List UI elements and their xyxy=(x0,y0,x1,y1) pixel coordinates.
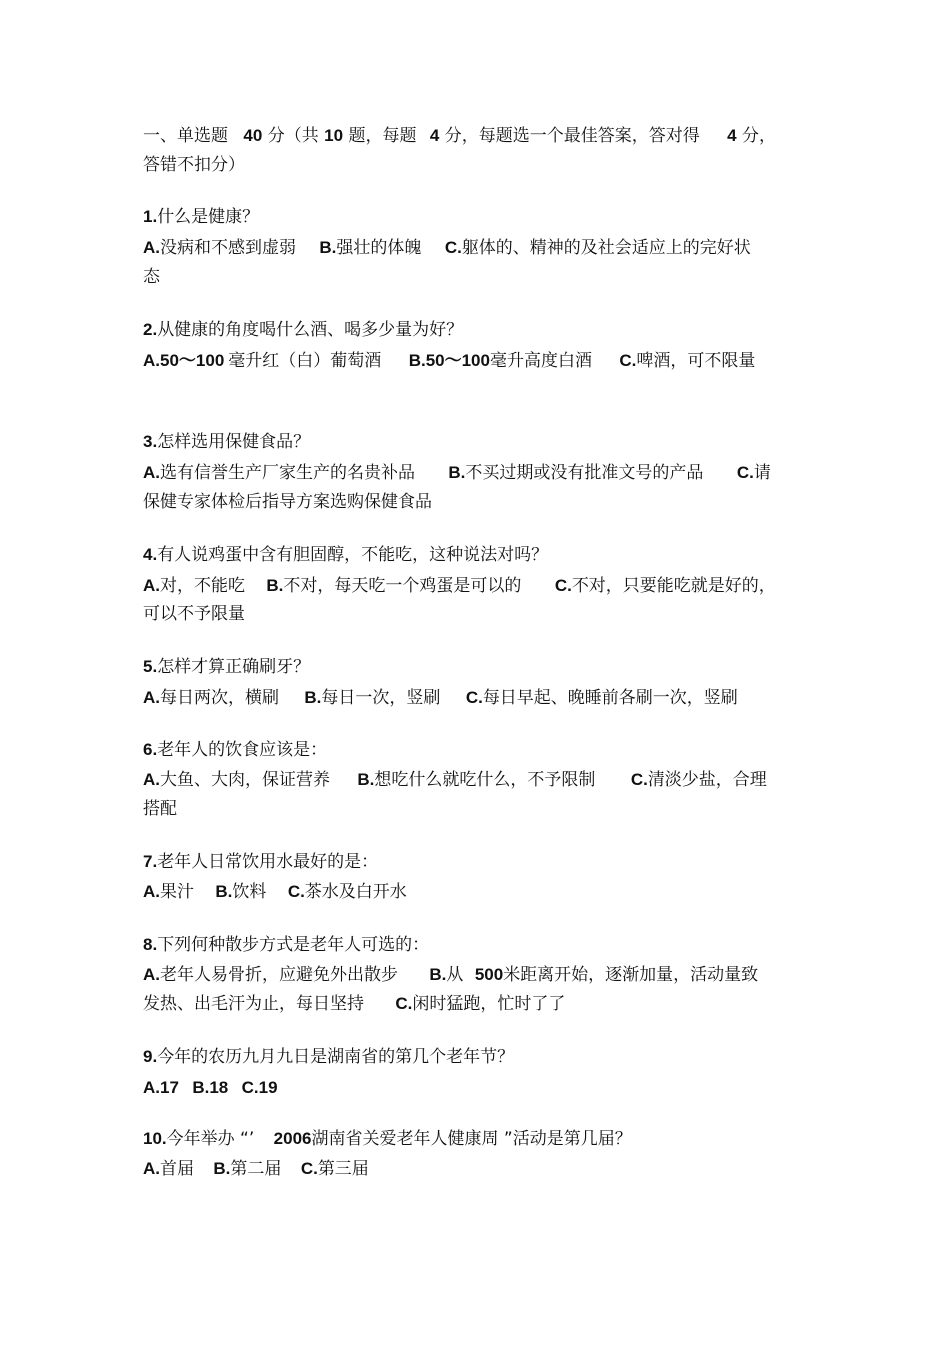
question-text: 怎样选用保健食品？ xyxy=(157,432,311,452)
option-letter: B. xyxy=(304,688,322,707)
option-text: 对，不能吃 xyxy=(160,576,245,596)
intro-number: 10 xyxy=(324,126,344,145)
question-text: 今年举办 “’ xyxy=(166,1129,255,1149)
intro-number: 40 xyxy=(243,126,263,145)
intro-text: 题，每题 xyxy=(348,126,417,146)
intro-text: 分（共 xyxy=(267,126,319,146)
option-text: 强壮的体魄 xyxy=(336,238,422,258)
option-text: 饮料 xyxy=(232,882,267,902)
question-number: 5. xyxy=(143,657,158,676)
option-text: 果汁 xyxy=(160,882,194,902)
question-number: 10. xyxy=(143,1129,167,1148)
option-letter: C. xyxy=(444,238,462,257)
option-letter: C. xyxy=(630,770,648,789)
option-letter: A. xyxy=(143,965,160,984)
option-letter: C. xyxy=(300,1159,318,1178)
option-letter: A.50～100 xyxy=(143,351,225,370)
question-1-options xyxy=(143,238,813,258)
question-9-options xyxy=(143,1078,813,1098)
option-text: 每日早起、晚睡前各刷一次，竖刷 xyxy=(482,688,738,708)
intro-text: 分，每题选一个最佳答案，答对得 xyxy=(444,126,700,146)
option-letter: B.50～100 xyxy=(408,351,490,370)
option-letter: B. xyxy=(215,882,233,901)
option-text: 没病和不感到虚弱 xyxy=(160,238,296,258)
option-text: 第三届 xyxy=(317,1159,369,1179)
question-8-options xyxy=(143,965,813,985)
option-letter: A. xyxy=(143,238,160,257)
option-letter: C.19 xyxy=(241,1078,278,1097)
option-text: 老年人易骨折，应避免外出散步 xyxy=(160,965,398,985)
question-4-continuation: 可以不予限量 xyxy=(143,604,245,624)
question-7-title xyxy=(143,852,813,872)
option-letter: A. xyxy=(143,463,160,482)
option-letter: C. xyxy=(554,576,572,595)
option-text: 躯体的、精神的及社会适应上的完好状 xyxy=(461,238,751,258)
option-number: 500 xyxy=(474,965,504,984)
question-number: 7. xyxy=(143,852,158,871)
continuation-text: 发热、出毛汗为止，每日坚持 xyxy=(143,994,364,1014)
option-text: 从 xyxy=(446,965,464,985)
question-number: 8. xyxy=(143,935,158,954)
intro-text: 一、单选题 xyxy=(143,126,228,146)
option-letter: B.18 xyxy=(192,1078,229,1097)
option-letter: B. xyxy=(357,770,375,789)
option-letter: C. xyxy=(619,351,637,370)
option-letter: A. xyxy=(143,770,160,789)
option-letter: A. xyxy=(143,1159,160,1178)
option-letter: C. xyxy=(395,994,413,1013)
option-text: 不对，只要能吃就是好的， xyxy=(571,576,776,596)
question-year: 2006 xyxy=(273,1129,312,1148)
question-number: 4. xyxy=(143,545,158,564)
question-3-options xyxy=(143,463,813,483)
option-letter: C. xyxy=(287,882,305,901)
option-text: 请 xyxy=(753,463,771,483)
option-letter: B. xyxy=(213,1159,231,1178)
option-text: 啤酒，可不限量 xyxy=(636,351,756,371)
option-text: 首届 xyxy=(160,1159,194,1179)
question-number: 6. xyxy=(143,740,158,759)
question-3-title xyxy=(143,432,813,452)
option-text: 大鱼、大肉，保证营养 xyxy=(160,770,330,790)
question-10-options xyxy=(143,1159,813,1179)
option-letter: A. xyxy=(143,882,160,901)
question-6-title xyxy=(143,740,813,760)
question-8-continuation xyxy=(143,994,813,1014)
question-6-continuation: 搭配 xyxy=(143,799,177,819)
option-text: 每日一次，竖刷 xyxy=(321,688,441,708)
question-4-options xyxy=(143,576,813,596)
option-text: 每日两次，横刷 xyxy=(160,688,279,708)
question-number: 3. xyxy=(143,432,158,451)
option-letter: B. xyxy=(429,965,447,984)
option-text: 不买过期或没有批准文号的产品 xyxy=(465,463,704,483)
question-4-title xyxy=(143,545,813,565)
question-1-title xyxy=(143,207,813,227)
option-text: 毫升红（白）葡萄酒 xyxy=(228,351,382,371)
option-letter: C. xyxy=(736,463,754,482)
option-letter: A.17 xyxy=(143,1078,179,1097)
option-text: 第二届 xyxy=(230,1159,282,1179)
question-text: 老年人日常饮用水最好的是： xyxy=(157,852,379,872)
question-9-title xyxy=(143,1047,813,1067)
option-text: 清淡少盐，合理 xyxy=(647,770,767,790)
question-number: 2. xyxy=(143,320,158,339)
option-text: 茶水及白开水 xyxy=(304,882,407,902)
intro-line-2: 答错不扣分） xyxy=(143,155,245,175)
question-6-options xyxy=(143,770,813,790)
option-text: 不对，每天吃一个鸡蛋是可以的 xyxy=(283,576,522,596)
question-number: 9. xyxy=(143,1047,158,1066)
question-number: 1. xyxy=(143,207,158,226)
intro-line-1 xyxy=(143,126,813,146)
question-5-title xyxy=(143,657,813,677)
question-text: 湖南省关爱老年人健康周 ”活动是第几届？ xyxy=(311,1129,632,1149)
intro-number: 4 xyxy=(429,126,440,145)
question-2-title xyxy=(143,320,813,340)
option-letter: A. xyxy=(143,576,160,595)
question-text: 怎样才算正确刷牙？ xyxy=(157,657,311,677)
question-7-options xyxy=(143,882,813,902)
option-text: 选有信誉生产厂家生产的名贵补品 xyxy=(160,463,415,483)
option-text: 米距离开始，逐渐加量，活动量致 xyxy=(503,965,759,985)
option-letter: A. xyxy=(143,688,160,707)
option-letter: B. xyxy=(266,576,284,595)
option-text: 闲时猛跑，忙时了了 xyxy=(412,994,566,1014)
question-5-options xyxy=(143,688,813,708)
question-8-title xyxy=(143,935,813,955)
question-3-continuation: 保健专家体检后指导方案选购保健食品 xyxy=(143,492,432,512)
question-text: 今年的农历九月九日是湖南省的第几个老年节？ xyxy=(157,1047,515,1067)
question-text: 有人说鸡蛋中含有胆固醇，不能吃，这种说法对吗？ xyxy=(157,545,549,565)
option-letter: B. xyxy=(319,238,337,257)
question-text: 从健康的角度喝什么酒、喝多少量为好？ xyxy=(157,320,464,340)
question-text: 下列何种散步方式是老年人可选的： xyxy=(157,935,430,955)
intro-text: 分， xyxy=(742,126,777,146)
question-1-continuation: 态 xyxy=(143,267,160,287)
question-2-options xyxy=(143,351,813,371)
option-letter: C. xyxy=(465,688,483,707)
intro-number: 4 xyxy=(727,126,737,145)
option-letter: B. xyxy=(448,463,466,482)
question-10-title xyxy=(143,1129,813,1149)
question-text: 老年人的饮食应该是： xyxy=(157,740,328,760)
option-text: 毫升高度白酒 xyxy=(489,351,592,371)
question-text: 什么是健康？ xyxy=(157,207,260,227)
option-text: 想吃什么就吃什么，不予限制 xyxy=(374,770,596,790)
